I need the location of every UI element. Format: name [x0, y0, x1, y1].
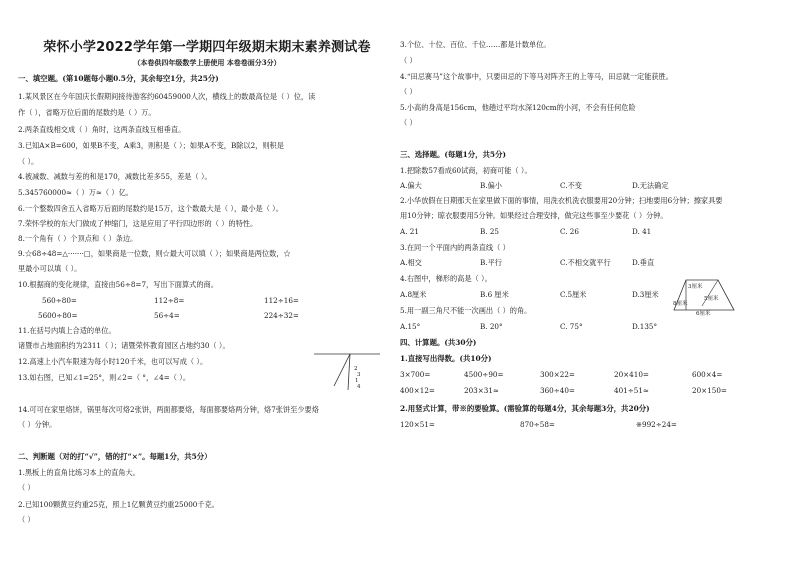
mc-q2-line-a: 2.小华放假在日期那天在家里做下面的事情，用洗衣机洗衣服要用20分钟；扫地要用6分钟；擦家具要: [400, 196, 723, 205]
page-subtitle: （本卷供四年级数学上册使用 本卷卷面分3分）: [133, 58, 281, 67]
calc-r1-c2: 4500÷90=: [464, 370, 504, 379]
mc-q5: 5.用一副三角尺不能一次画出（ ）的角。: [400, 306, 532, 315]
calc-r2-c1: 400×12=: [400, 386, 435, 395]
page-title: 荣怀小学2022学年第一学期四年级期末期末素养测试卷: [43, 40, 371, 55]
tf-q4: 4.“田忌赛马”这个故事中，只要田忌的下等马对阵齐王的上等马，田忌就一定能获胜。: [400, 72, 673, 81]
calc-r1-c3: 300×22=: [540, 370, 575, 379]
trap-label-8cm: 8厘米: [673, 301, 688, 307]
q13: 13.如右图，已知∠1=25°，则∠2=（ °，∠4=（ ）。: [18, 373, 191, 382]
trap-label-5cm: 5厘米: [704, 296, 719, 302]
mc-q5-opt-c[interactable]: C. 75°: [560, 322, 583, 331]
q5: 5.345760000≈（ ）万≈（ ）亿。: [18, 188, 133, 197]
calc-r2-c5: 20×150=: [692, 386, 727, 395]
mc-q2-opt-b[interactable]: B. 25: [480, 227, 499, 236]
q10: 10.根据商的变化规律，直接由56÷8=7，写出下面算式的商。: [18, 280, 218, 289]
vertical-calc-1: 120×51=: [400, 420, 435, 429]
mc-q1-opt-c[interactable]: C.不变: [560, 181, 582, 190]
q9-line-b: 里最小可以填（ ）。: [18, 264, 82, 273]
calc-r1-c1: 3×700=: [400, 370, 431, 379]
mc-q3-opt-b[interactable]: B.平行: [480, 258, 502, 267]
q2: 2.两条直线相交成（ ）角时，这两条直线互相垂直。: [18, 125, 186, 134]
q3-line-b: （ ）。: [18, 157, 39, 166]
q10-row2-col2: 56÷4=: [154, 311, 180, 320]
q10-row2-col3: 224÷32=: [264, 311, 299, 320]
mc-q1: 1.把除数57看成60试商，初商可能（ ）。: [400, 166, 532, 175]
mc-q3: 3.在同一个平面内的两条直线（ ）: [400, 243, 510, 252]
q9-line-a: 9.☆68÷48=△·······□，如果商是一位数，则☆最大可以填（ ）；如果商是两位数，☆: [18, 249, 291, 258]
mc-q4-opt-a[interactable]: A.8厘米: [400, 290, 427, 299]
tf-q1-answer[interactable]: （ ）: [18, 483, 35, 492]
trap-label-3cm: 3厘米: [688, 284, 703, 290]
section4-heading: 四、计算题。(共30分): [400, 338, 477, 347]
q10-row1-col1: 560÷80=: [42, 296, 77, 305]
tf-q3-answer[interactable]: （ ）: [400, 56, 417, 65]
angle-label-3: 3: [357, 372, 361, 378]
tf-q5-answer[interactable]: （ ）: [400, 118, 417, 127]
q14-line-b: （ ）分钟。: [18, 420, 57, 429]
q11-line-a: 11.在括号内填上合适的单位。: [18, 326, 116, 335]
mc-q4: 4.右图中，梯形的高是（ ）。: [400, 274, 492, 283]
section1-heading: 一、填空题。(第10题每小题0.5分，其余每空1分，共25分): [18, 74, 219, 83]
q12: 12.高速上小汽车限速为每小时120千米，也可以写成（ ）。: [18, 357, 208, 366]
q10-row1-col2: 112÷8=: [154, 296, 185, 305]
q10-row1-col3: 112÷16=: [264, 296, 299, 305]
mc-q2-opt-c[interactable]: C. 26: [560, 227, 579, 236]
tf-q3: 3.个位、十位、百位、千位……都是计数单位。: [400, 40, 551, 49]
section3-heading: 三、选择题。(每题1分，共5分): [400, 150, 506, 159]
section2-heading: 二、判断题（对的打“√”，错的打“×”。每题1分，共5分）: [18, 452, 212, 461]
q7: 7.荣怀学校的东大门做成了伸缩门，这是应用了平行四边形的（ ）的特性。: [18, 219, 258, 228]
section4-sub1: 1.直接写出得数。(共10分): [400, 354, 492, 363]
q4: 4.被减数、减数与差的和是170，减数比差多55，差是（ ）。: [18, 172, 212, 181]
mc-q1-opt-a[interactable]: A.偏大: [400, 181, 422, 190]
calc-r2-c3: 360÷40=: [540, 386, 575, 395]
mc-q5-opt-a[interactable]: A.15°: [400, 322, 421, 331]
mc-q4-opt-b[interactable]: B.6 厘米: [480, 290, 509, 299]
mc-q3-opt-d[interactable]: D.垂直: [632, 258, 655, 267]
angle-diagram: [312, 350, 382, 392]
mc-q3-opt-c[interactable]: C.不相交就平行: [560, 258, 611, 267]
tf-q2: 2.已知100颗黄豆约重25克，照上1亿颗黄豆约重25000千克。: [18, 500, 219, 509]
q10-row2-col1: 5600÷80=: [38, 311, 78, 320]
q3-line-a: 3.已知A×B=600，如果B不变，A乘3，则积是（ ）；如果A不变，B除以2，则积是: [18, 141, 284, 150]
calc-r1-c5: 600×4=: [692, 370, 723, 379]
mc-q4-opt-c[interactable]: C.5厘米: [560, 290, 587, 299]
q1-line-b: 作（ ），省略万位后面的尾数约是（ ）万。: [18, 108, 156, 117]
mc-q4-opt-d[interactable]: D.3厘米: [632, 290, 659, 299]
q1-line-a: 1.某风景区在今年国庆长假期间接待游客约60459000人次，横线上的数最高位是（ ）位，读: [18, 92, 316, 101]
q8: 8.一个角有（ ）个顶点和（ ）条边。: [18, 234, 138, 243]
angle-label-1: 1: [355, 378, 359, 384]
angle-label-2: 2: [354, 366, 358, 372]
tf-q4-answer[interactable]: （ ）: [400, 87, 417, 96]
tf-q1: 1.黑板上的直角比练习本上的直角大。: [18, 468, 140, 477]
calc-r2-c2: 203×31≈: [464, 386, 499, 395]
calc-r2-c4: 401÷51≈: [614, 386, 649, 395]
angle-label-4: 4: [357, 384, 361, 390]
q14-line-a: 14.可可在家里烙饼，锅里每次可烙2张饼，两面都要烙，每面都要烙两分钟，烙7张饼至少要烙: [18, 405, 319, 414]
calc-r1-c4: 20×410=: [614, 370, 649, 379]
vertical-calc-3: ※992÷24=: [636, 420, 677, 429]
mc-q5-opt-b[interactable]: B. 20°: [480, 322, 503, 331]
mc-q2-line-b: 用10分钟；晾衣服要用5分钟。如果经过合理安排，做完这些事至少要花（ ）分钟。: [400, 211, 668, 220]
mc-q1-opt-d[interactable]: D.无法确定: [632, 181, 669, 190]
vertical-calc-2: 870÷58=: [520, 420, 555, 429]
trap-label-6cm: 6厘米: [696, 311, 711, 317]
mc-q5-opt-d[interactable]: D.135°: [632, 322, 658, 331]
mc-q2-opt-d[interactable]: D. 41: [632, 227, 652, 236]
mc-q1-opt-b[interactable]: B.偏小: [480, 181, 502, 190]
tf-q5: 5.小高的身高是156cm，他趟过平均水深120cm的小河，不会有任何危险: [400, 103, 636, 112]
tf-q2-answer[interactable]: （ ）: [18, 515, 35, 524]
q11-line-b: 诸暨市占地面积约为2311（ ）；诸暨荣怀教育园区占地约30（ ）。: [18, 341, 230, 350]
mc-q3-opt-a[interactable]: A.相交: [400, 258, 422, 267]
section4-sub2: 2.用竖式计算，带※的要验算。(需验算的每题4分，其余每题3分，共20分): [400, 404, 650, 413]
mc-q2-opt-a[interactable]: A. 21: [400, 227, 419, 236]
q6: 6.一个整数四舍五入省略万后面的尾数约是15万，这个数最大是（ ），最小是（ ）。: [18, 204, 283, 213]
